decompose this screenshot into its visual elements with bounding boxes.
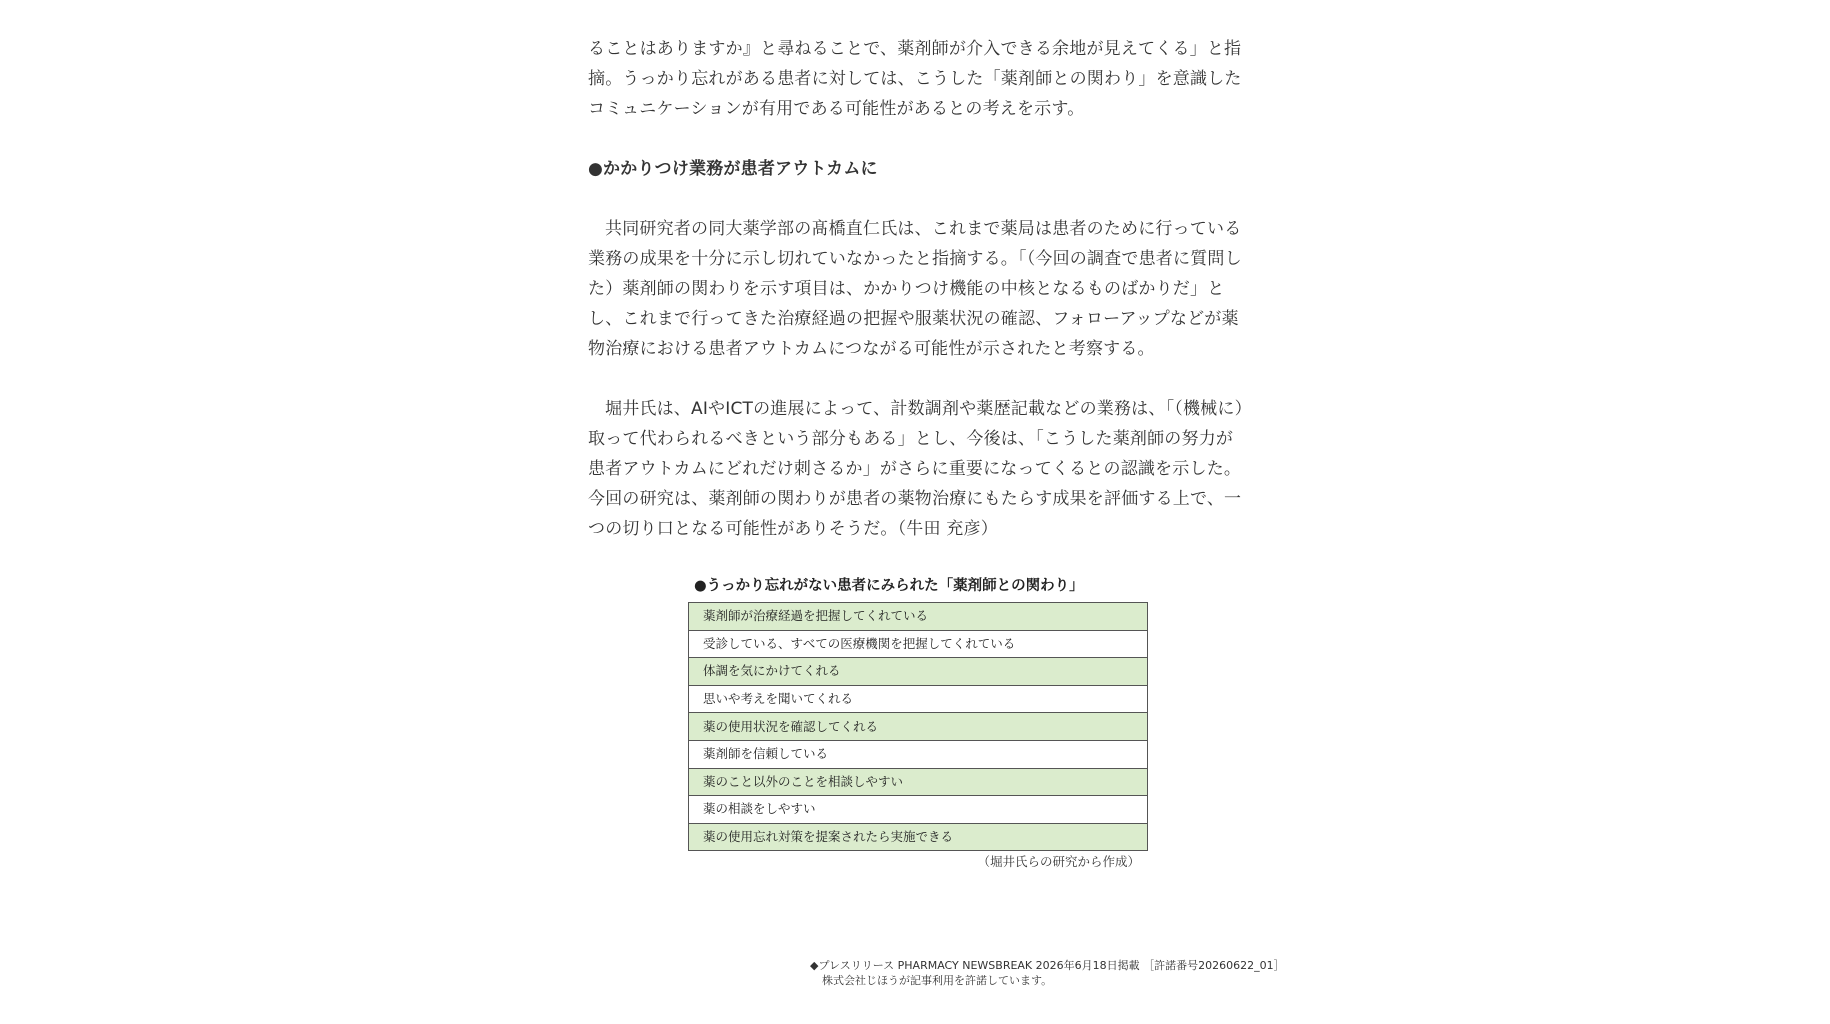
paragraph-intro: ることはありますか』と尋ねることで、薬剤師が介入できる余地が見えてくる」と指摘。うっかり忘れがある患者に対しては、こうした「薬剤師との関わり」を意識したコミュニケーションが有用である可能性があるとの考えを示す。 [588,39,1242,119]
figure-pharmacist-relationship [688,576,1150,871]
section-heading: ●かかりつけ業務が患者アウトカムに [588,159,878,179]
table-cell: 薬剤師が治療経過を把握してくれている [689,603,1148,631]
table-row [689,823,1148,851]
article-body [588,34,1248,544]
table-cell: 薬の使用状況を確認してくれる [689,713,1148,741]
table-cell: 薬のこと以外のことを相談しやすい [689,768,1148,796]
table-cell: 薬の使用忘れ対策を提案されたら実施できる [689,823,1148,851]
table-row [689,630,1148,658]
relationship-table [688,602,1148,851]
figure-source: （堀井氏らの研究から作成） [977,854,1140,870]
table-cell: 受診している、すべての医療機関を把握してくれている [689,630,1148,658]
table-cell: 薬の相談をしやすい [689,796,1148,824]
table-row [689,740,1148,768]
table-cell: 薬剤師を信頼している [689,740,1148,768]
table-cell: 思いや考えを聞いてくれる [689,685,1148,713]
table-row [689,658,1148,686]
table-cell: 体調を気にかけてくれる [689,658,1148,686]
footer-press-release: ◆プレスリリース PHARMACY NEWSBREAK 2026年6月18日掲載 ［許諾番号20260622_01］ [810,959,1285,972]
paragraph-takahashi: 共同研究者の同大薬学部の髙橋直仁氏は、これまで薬局は患者のために行っている業務の成果を十分に示し切れていなかったと指摘する。「（今回の調査で患者に質問した）薬剤師の関わりを示す項目は、かかりつけ機能の中核となるものばかりだ」とし、これまで行ってきた治療経過の把握や服薬状況の確認、フォローアップなどが薬物治療における患者アウトカムにつながる可能性が示されたと考察する。 [588,219,1242,359]
footer-permission: 株式会社じほうが記事利用を許諾しています。 [822,974,1053,987]
footer-credit [810,958,1285,988]
table-row [689,796,1148,824]
table-row [689,713,1148,741]
table-row [689,603,1148,631]
paragraph-horii: 堀井氏は、AIやICTの進展によって、計数調剤や薬歴記載などの業務は、「（機械に）取って代わられるべきという部分もある」とし、今後は、「こうした薬剤師の努力が患者アウトカムにどれだけ刺さるか」がさらに重要になってくるとの認識を示した。今回の研究は、薬剤師の関わりが患者の薬物治療にもたらす成果を評価する上で、一つの切り口となる可能性がありそうだ。（牛田 充彦） [588,399,1244,539]
table-row [689,685,1148,713]
table-row [689,768,1148,796]
figure-title: ●うっかり忘れがない患者にみられた「薬剤師との関わり」 [694,578,1084,594]
